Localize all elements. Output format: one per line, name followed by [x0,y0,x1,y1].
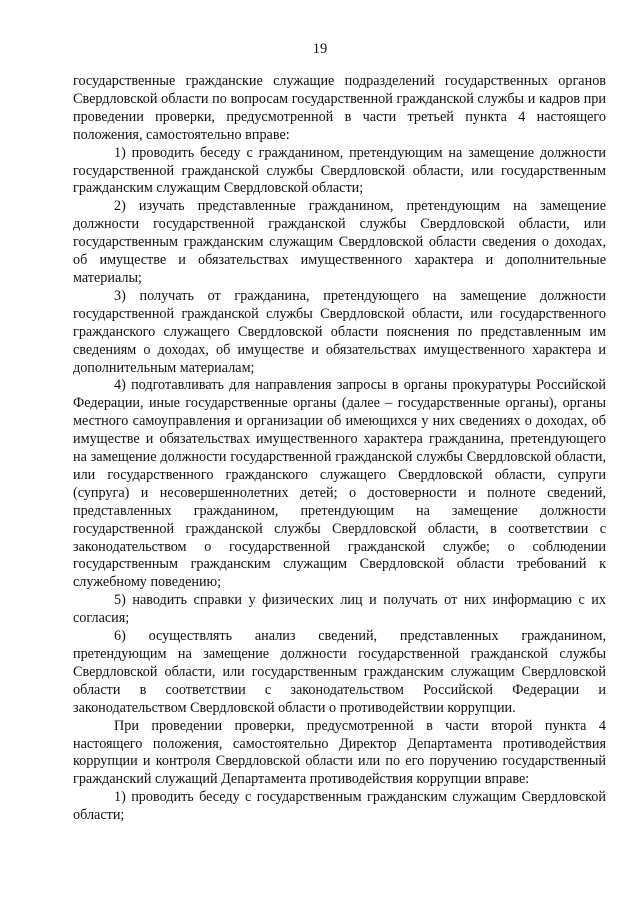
paragraph-continuation: государственные гражданские служащие подразделений государственных органов Свердловской области по вопросам государственной гражданской службы и кадров при проведении проверки, предусмотренной в части третьей пункта 4 настоящего положения, самостоятельно вправе: [73,73,606,143]
paragraph-item-1: 1) проводить беседу с гражданином, претендующим на замещение должности государственной гражданской службы Свердловской области, или государственным гражданским служащим Свердловской области; [73,144,606,197]
paragraph-director-item-1: 1) проводить беседу с государственным гражданским служащим Свердловской области; [73,789,606,824]
paragraph-item-4: 4) подготавливать для направления запросы в органы прокуратуры Российской Федерации, иные государственные органы (далее – государственные органы), органы местного самоуправления и организации об имеющихся у них сведениях о доходах, об имуществе и обязательствах имущественного характера гражданина, претендующего на замещение должности государственной гражданской службы Свердловской области, или государственного гражданского служащего Свердловской области, супруги (супруга) и несовершеннолетних детей; о достоверности и полноте сведений, представленных гражданином, претендующим на замещение должности государственной гражданской службы Свердловской области, в соответствии с законодательством о государственной гражданской службе; о соблюдении государственным гражданским служащим Свердловской области требований к служебному поведению; [73,377,606,591]
paragraph-item-6: 6) осуществлять анализ сведений, представленных гражданином, претендующим на замещение должности государственной гражданской службы Свердловской области, или государственным гражданским служащим Свердловской области в соответствии с законодательством Российской Федерации и законодательством Свердловской области о противодействии коррупции. [73,628,606,716]
paragraph-item-3: 3) получать от гражданина, претендующего на замещение должности государственной гражданской службы Свердловской области, или государственного гражданского служащего Свердловской области пояснения по представленным им сведениям о доходах, об имуществе и обязательствах имущественного характера и дополнительным материалам; [73,287,606,376]
paragraph-item-5: 5) наводить справки у физических лиц и получать от них информацию с их согласия; [73,592,606,627]
paragraph-director-rights: При проведении проверки, предусмотренной в части второй пункта 4 настоящего положения, самостоятельно Директор Департамента противодействия коррупции и контроля Свердловской области или по его поручению государственный гражданский служащий Департамента противодействия коррупции вправе: [73,717,606,788]
document-body [73,73,606,825]
paragraph-item-2: 2) изучать представленные гражданином, претендующим на замещение должности государственной гражданской службы Свердловской области, или государственным гражданским служащим Свердловской области сведения о доходах, об имуществе и обязательствах имущественного характера и дополнительные материалы; [73,198,606,286]
page-number: 19 [312,41,328,57]
